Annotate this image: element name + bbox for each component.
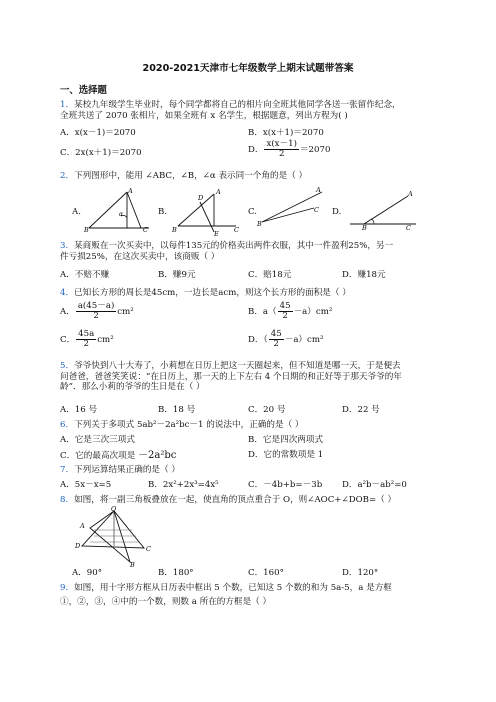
question-number: 4． bbox=[60, 288, 75, 298]
figure-label: B bbox=[84, 226, 89, 232]
question-text: 件亏损25%，在这次买卖中，该商贩（ ） bbox=[60, 251, 220, 262]
option-d: D．a²b－ab²=0 bbox=[342, 480, 407, 490]
question-number: 6． bbox=[60, 420, 75, 430]
figure-label: A bbox=[316, 186, 321, 194]
question-text: 某校九年级学生毕业时，每个同学都将自己的相片向全班其他同学各送一张留作纪念， bbox=[74, 100, 401, 110]
option-b: B．它是四次两项式 bbox=[248, 435, 324, 445]
figure-label: C bbox=[234, 226, 239, 234]
question-3 bbox=[60, 241, 452, 262]
question-text: 已知长方形的周长是45cm，一边长是acm，则这个长方形的面积是（ ） bbox=[74, 288, 351, 298]
figure-label: C bbox=[406, 224, 411, 230]
question-number: 3． bbox=[60, 241, 75, 251]
question-text: 如图，用十字形方框从日历表中框出 5 个数，已知这 5 个数的和为 5a-5，a 是方框 bbox=[74, 583, 392, 593]
option-b: B．x(x＋1)＝2070 bbox=[248, 128, 324, 138]
question-8 bbox=[60, 495, 452, 506]
page-title: 2020-2021天津市七年级数学上期末试题带答案 bbox=[142, 63, 354, 74]
fraction: $\frac{45}{2}$ bbox=[270, 329, 282, 350]
option-a: A．不赔不赚 bbox=[60, 270, 110, 280]
question-number: 2． bbox=[60, 171, 75, 181]
figure-label: O bbox=[111, 506, 117, 513]
option-a: A．90° bbox=[72, 568, 103, 578]
question-text: ①，②，③，④中的一个数，则数 a 所在的方框是（ ） bbox=[60, 596, 272, 607]
figure-label: α bbox=[119, 211, 124, 218]
figure-label: B bbox=[257, 220, 262, 228]
circled-number: ③ bbox=[94, 596, 104, 607]
question-5 bbox=[60, 361, 452, 393]
option-c: C．赔18元 bbox=[248, 270, 292, 280]
figure-label: A bbox=[128, 187, 133, 195]
option-b: B. bbox=[158, 207, 168, 217]
option-c: C．160° bbox=[248, 568, 284, 578]
question-2 bbox=[60, 171, 452, 182]
figure-label: B bbox=[362, 224, 367, 230]
question-text: 全班共送了 2070 张相片，如果全班有 x 名学生，根据题意，列出方程为( ) bbox=[60, 110, 348, 121]
option-c: C．它的最高次项是 －2a²bc bbox=[60, 450, 177, 461]
circled-number: ④ bbox=[111, 596, 121, 607]
option-d: D． $\frac{x(x-1)}{2}$ ＝2070 bbox=[248, 139, 331, 160]
option-b: B．2x²+2x³=4x⁵ bbox=[148, 480, 219, 490]
question-text: 如图，将一副三角板叠放在一起，使直角的顶点重合于 O，则∠AOC+∠DOB=（ ） bbox=[74, 495, 397, 505]
question-text: 某商贩在一次买卖中，以每件135元的价格卖出两件衣服，其中一件盈利25%，另一 bbox=[74, 241, 394, 251]
option-a: A. bbox=[72, 207, 81, 217]
option-d: D．（ $\frac{45}{2}$ －a）cm² bbox=[248, 329, 324, 350]
question-text: 龄”．那么小莉的爷爷的生日是在（ ） bbox=[60, 382, 205, 393]
figure-label: D bbox=[198, 194, 204, 202]
figure-label: C bbox=[314, 206, 319, 214]
option-c: C．－4b+b=－3b bbox=[248, 480, 323, 490]
option-a: A．5x－x=5 bbox=[60, 480, 112, 490]
option-d: D．它的常数项是 1 bbox=[248, 450, 324, 460]
question-number: 9． bbox=[60, 583, 75, 593]
figure-q2-d bbox=[346, 186, 420, 230]
fraction: $\frac{45}{2}$ bbox=[279, 301, 291, 322]
question-number: 5． bbox=[60, 361, 75, 371]
option-a: A．16 号 bbox=[60, 405, 98, 415]
question-text: 下列关于多项式 5ab²－2a²bc－1 的说法中，正确的是（ ） bbox=[74, 420, 304, 430]
option-a: A．x(x－1)＝2070 bbox=[60, 128, 136, 138]
option-b: B．赚9元 bbox=[158, 270, 196, 280]
option-d: D. bbox=[332, 207, 342, 217]
figure-q2-c bbox=[256, 184, 328, 228]
question-text: 下列图形中，能用 ∠ABC，∠B，∠α 表示同一个角的是（ ） bbox=[74, 171, 308, 181]
question-number: 7． bbox=[60, 465, 75, 475]
figure-q2-a bbox=[83, 186, 155, 232]
circled-number: ② bbox=[77, 596, 86, 607]
option-d: D．赚18元 bbox=[342, 270, 386, 280]
figure-label: D bbox=[75, 542, 81, 550]
question-number: 1． bbox=[60, 100, 75, 110]
fraction: $\frac{x(x-1)}{2}$ bbox=[266, 139, 297, 160]
question-9 bbox=[60, 583, 452, 607]
option-a: A．它是三次三项式 bbox=[60, 435, 135, 445]
figure-label: A bbox=[216, 188, 221, 196]
figure-q2-b bbox=[170, 186, 246, 236]
question-6 bbox=[60, 420, 452, 431]
section-heading: 一、选择题 bbox=[60, 85, 107, 96]
option-c: C. bbox=[248, 207, 258, 217]
question-text: 问爸爸，爸爸笑笑说：“在日历上，那一天的上下左右 4 个日期的和正好等于那天爷爷的年 bbox=[60, 371, 402, 382]
figure-label: C bbox=[143, 226, 148, 232]
figure-label: A bbox=[408, 190, 413, 198]
figure-label: B bbox=[130, 561, 135, 568]
question-text: 下列运算结果正确的是（ ） bbox=[74, 465, 180, 475]
option-d: D．120° bbox=[342, 568, 379, 578]
figure-label: E bbox=[214, 230, 219, 236]
option-b: B．180° bbox=[158, 568, 194, 578]
option-b: B．a（ $\frac{45}{2}$ －a）cm² bbox=[248, 301, 333, 322]
option-a: A． $\frac{a(45-a)}{2}$ cm² bbox=[60, 301, 134, 322]
question-4 bbox=[60, 288, 452, 299]
fraction: $\frac{45a}{2}$ bbox=[78, 329, 95, 350]
question-text: 爷爷快到八十大寿了，小莉想在日历上把这一天圈起来，但不知道是哪一天，于是便去 bbox=[74, 361, 401, 371]
option-c: C．20 号 bbox=[248, 405, 286, 415]
figure-label: A bbox=[80, 522, 85, 530]
question-number: 8． bbox=[60, 495, 75, 505]
option-c: C． $\frac{45a}{2}$ cm² bbox=[60, 329, 114, 350]
option-d: D．22 号 bbox=[342, 405, 380, 415]
figure-q8 bbox=[74, 506, 156, 568]
figure-label: B bbox=[172, 226, 177, 234]
question-1 bbox=[60, 100, 452, 121]
option-c: C．2x(x＋1)＝2070 bbox=[60, 148, 142, 158]
question-7 bbox=[60, 465, 452, 476]
figure-label: C bbox=[146, 545, 151, 553]
fraction: $\frac{a(45-a)}{2}$ bbox=[77, 301, 115, 322]
circled-number: ① bbox=[60, 596, 69, 607]
option-b: B．18 号 bbox=[158, 405, 196, 415]
